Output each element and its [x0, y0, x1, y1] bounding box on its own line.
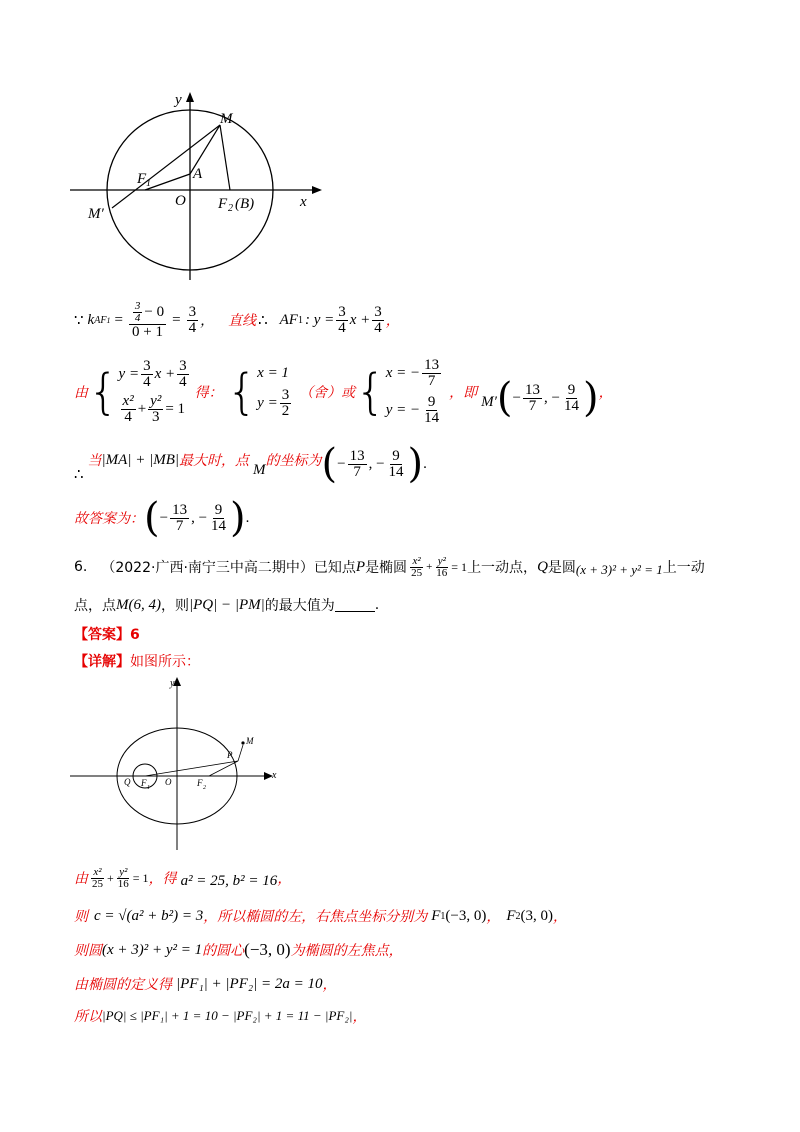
fig2-label-P: P: [227, 750, 233, 760]
max-num1: 13: [349, 447, 365, 464]
de-word: ，得: [148, 871, 177, 887]
de-word: 得：: [194, 385, 223, 401]
max-den2: 14: [388, 463, 404, 480]
solution-line-1: [74, 858, 291, 898]
c-expression: c = √(a² + b²) = 3: [94, 907, 204, 924]
ze-word: 则: [74, 909, 88, 925]
solution-line-3: [74, 936, 403, 964]
eq2-right: = 1: [165, 401, 186, 417]
inner-num: 3: [134, 299, 141, 312]
fig1-label-F2: F: [218, 196, 228, 212]
fig2-label-y: y: [170, 678, 175, 689]
tail: ，: [553, 909, 568, 925]
therefore-symbol: ∴: [74, 466, 84, 483]
pq-pm-expression: |PQ| − |PM|: [189, 596, 265, 613]
line-name-sub: 1: [297, 314, 303, 326]
p6-plus: +: [426, 561, 433, 573]
p6-den1: 25: [411, 566, 423, 579]
eq1-left: y =: [118, 366, 140, 382]
fig1-label-x: x: [300, 194, 307, 210]
inner-den: 4: [134, 311, 141, 324]
line-eq-prefix: : y =: [304, 311, 335, 328]
circle-equation: (x + 3)² + y² = 1: [102, 941, 203, 958]
solution-line-4: [74, 970, 336, 998]
sol1-y-left: y =: [257, 395, 278, 411]
p6-den2: 16: [436, 566, 448, 579]
s1-den1: 25: [92, 877, 103, 890]
s1-num2: y²: [119, 865, 128, 878]
sol1-x: x = 1: [257, 365, 289, 381]
you-word: 由: [74, 871, 88, 887]
coef-num: 3: [338, 303, 346, 320]
tail: ，: [277, 871, 292, 887]
definition-expression: |PF₁| + |PF₂| = 2a = 10: [176, 975, 323, 992]
mp-num2: 9: [567, 381, 576, 398]
eq1-mid: x +: [154, 366, 176, 382]
solution-line-2: [74, 902, 567, 930]
ellipse-figure-2: [65, 672, 285, 854]
is-ellipse-text: 是椭圆: [365, 560, 408, 576]
when-word: 当: [87, 453, 102, 469]
sol2-x-num: 13: [424, 357, 440, 373]
ans-den2: 14: [211, 517, 227, 534]
sol2-y-left: y = −: [385, 402, 421, 418]
sol2-y-den: 14: [424, 410, 440, 426]
a-b-values: a² = 25, b² = 16: [180, 872, 278, 889]
line-M-F2: [220, 125, 230, 190]
x-plus: x +: [349, 311, 371, 328]
slope-value-num: 3: [188, 303, 197, 320]
answer-label: 【答案】: [74, 627, 130, 643]
mp-den1: 7: [528, 397, 537, 414]
F1-sub: 1: [440, 910, 446, 922]
fig2-label-x: x: [272, 770, 277, 781]
k-symbol: k: [87, 311, 95, 328]
mp-tail: ，: [598, 385, 613, 401]
k-subscript: AF: [94, 314, 107, 326]
answer-6: [74, 624, 140, 644]
line2-b: ，则: [161, 598, 189, 614]
max-text: 最大时，点: [178, 453, 249, 469]
p6-num2: y²: [437, 554, 446, 567]
solution-line-5: [74, 1002, 366, 1030]
F2-symbol: F: [506, 907, 516, 924]
fig2-label-F1-sub: 1: [147, 785, 150, 791]
ellipse-figure-1: [60, 80, 330, 290]
coord-text: 的坐标为: [265, 453, 322, 469]
max-num2: 9: [392, 447, 400, 464]
eq1-num: 3: [143, 358, 151, 374]
line2-a: 点，点: [74, 598, 116, 614]
you-word: 由: [74, 385, 88, 401]
slope-line: ∵ k AF 1 = $\frac{3}{4}$ − 0 0 + 1 = $\frac{3}{4}$ ， 直线 ∴ AF 1 : y = $\frac{3}{4}$ x + $\frac{3}{4}$ ，: [74, 299, 400, 340]
mp-minus: −: [512, 389, 521, 406]
fig2-label-F2-sub: 2: [203, 785, 206, 791]
mp-sep: , −: [544, 389, 560, 406]
ans-den1: 7: [175, 517, 184, 534]
fig1-label-A: A: [193, 166, 203, 182]
detail-text: 如图所示：: [130, 654, 200, 670]
inequality-expression: |PQ| ≤ |PF₁| + 1 = 10 − |PF₂| + 1 = 11 − |PF₂|: [102, 1008, 353, 1023]
fig1-label-O: O: [175, 193, 186, 209]
line2-end: .: [374, 597, 380, 613]
sol1-y-den: 2: [281, 403, 290, 419]
fig2-label-Q: Q: [124, 777, 131, 787]
p6-eq1: = 1: [451, 559, 468, 574]
problem-6-line-2: [74, 590, 379, 620]
const-den: 4: [374, 319, 382, 336]
on-moving-text-2: 上一动: [662, 560, 705, 576]
y-axis-arrow-1: [186, 92, 194, 102]
fig2-label-F2: F: [197, 778, 203, 788]
k-subscript-2: 1: [106, 315, 111, 325]
line-F1-A: [145, 174, 190, 190]
mp-den2: 14: [563, 397, 579, 414]
discard-word: （舍）或: [299, 385, 356, 401]
equation-system: [119, 359, 191, 425]
sol1-brace: {: [226, 364, 258, 420]
s1-plus: +: [107, 870, 114, 885]
ans-num2: 9: [214, 501, 223, 518]
sol1-y-num: 3: [281, 387, 290, 403]
const-num: 3: [374, 303, 382, 320]
line-word: 直线: [228, 313, 257, 329]
left-brace: {: [88, 364, 119, 420]
fig1-label-B: (B): [235, 196, 255, 212]
ans-sep: , −: [191, 509, 208, 526]
eq1-den: 4: [143, 374, 151, 390]
left-focus-text: 为椭圆的左焦点，: [290, 943, 403, 959]
max-minus: −: [337, 455, 346, 472]
comma: ，: [486, 909, 501, 925]
mp-num1: 13: [525, 381, 540, 398]
slope-value-den: 4: [188, 319, 197, 336]
answer-label: 故答案为：: [74, 511, 144, 527]
sum-expression: |MA| + |MB|: [101, 451, 179, 468]
problem-6-line-1: [74, 550, 705, 584]
eq2-plus: +: [137, 401, 147, 417]
fig1-label-y: y: [175, 92, 182, 108]
line-P-M: [238, 745, 243, 761]
problem-source: （2022·广西·南宁三中高二期中）已知点: [101, 560, 356, 576]
ans-tail: .: [245, 509, 250, 526]
so-text: 所以: [74, 1009, 102, 1025]
point-P: P: [355, 558, 366, 575]
fig2-label-M: M: [246, 736, 254, 746]
eq2-a-den: 4: [124, 409, 132, 425]
sol2-brace: {: [355, 364, 386, 420]
definition-text: 由椭圆的定义得: [74, 977, 172, 993]
solution-2: [386, 358, 443, 426]
because-symbol: ∵: [74, 312, 84, 329]
center-coord: (−3, 0): [244, 940, 291, 959]
on-moving-text: 上一动点，: [467, 560, 538, 576]
tail: ，: [322, 977, 337, 993]
point-M-coords: M(6, 4): [116, 596, 161, 613]
slope-den: 0 + 1: [132, 323, 163, 340]
fig1-label-F2-sub: 2: [228, 203, 233, 214]
coef-den: 4: [338, 319, 346, 336]
s1-eq: = 1: [132, 870, 149, 885]
F2-sub: 2: [515, 910, 521, 922]
max-tail: .: [423, 455, 427, 472]
then-circle: 则圆: [74, 943, 102, 959]
fig1-label-M: M: [220, 111, 233, 127]
s1-den2: 16: [117, 877, 129, 890]
fig2-label-F1: F: [141, 778, 147, 788]
detail-label: 【详解】: [74, 654, 130, 670]
line-name: AF: [279, 311, 298, 328]
circle-equation: (x + 3)² + y² = 1: [575, 562, 663, 577]
eq2-b-num: y²: [150, 393, 162, 409]
fig1-label-F1: F: [137, 171, 147, 187]
F1-coord: (−3, 0): [445, 907, 487, 924]
sol2-x-left: x = −: [385, 365, 421, 381]
detail-6: [74, 651, 200, 671]
eq2-a-num: x²: [122, 393, 134, 409]
foci-text: ，所以椭圆的左，右焦点坐标分别为: [203, 909, 428, 925]
solution-1: [257, 365, 293, 419]
answer-line: 故答案为： ( − $\frac{13}{7}$ , − $\frac{9}{14}$ ) .: [74, 495, 250, 541]
eq1-num2: 3: [179, 358, 187, 374]
ans-num1: 13: [172, 501, 188, 518]
max-den1: 7: [353, 463, 361, 480]
therefore-symbol: ∴: [258, 312, 268, 329]
eq2-b-den: 3: [152, 409, 160, 425]
fig1-label-F1-sub: 1: [146, 178, 151, 189]
sol2-x-den: 7: [427, 373, 436, 389]
center-text: 的圆心: [202, 943, 245, 959]
line2-c: 的最大值为: [264, 598, 335, 614]
point-M-dot: [241, 741, 244, 744]
x-axis-arrow-1: [312, 186, 322, 194]
F1-symbol: F: [431, 907, 441, 924]
s1-num1: x²: [93, 865, 102, 878]
point-Q: Q: [537, 558, 548, 575]
fig2-label-O: O: [165, 777, 172, 787]
sol2-y-num: 9: [427, 394, 436, 410]
is-circle-text: 是圆: [547, 560, 576, 576]
problem-number: 6.: [74, 559, 88, 575]
max-line: ∴ 当 |MA| + |MB| 最大时，点 M 的坐标为 ( − $\frac{13}{7}$ , − $\frac{9}{14}$ ) .: [74, 441, 427, 487]
answer-blank: [335, 599, 375, 612]
system-line: [74, 352, 613, 432]
F2-coord: (3, 0): [520, 907, 554, 924]
eq1-den2: 4: [179, 374, 187, 390]
Mprime-coords: ( − $\frac{13}{7}$ , − $\frac{9}{14}$ ): [496, 375, 599, 421]
tail-comma: ，: [385, 313, 400, 329]
p6-num1: x²: [412, 554, 421, 567]
fig1-label-Mprime: M′: [88, 206, 104, 222]
tail: ，: [352, 1009, 367, 1025]
max-sep: , −: [368, 455, 385, 472]
ji-word: ，即: [449, 385, 478, 401]
ans-minus: −: [159, 509, 169, 526]
slope-fraction: [129, 301, 166, 340]
answer-value: 6: [130, 627, 140, 643]
Mprime-symbol: M′: [481, 393, 497, 410]
comma: ，: [200, 313, 215, 329]
point-M: M: [252, 461, 266, 478]
minus-zero: − 0: [144, 303, 165, 320]
